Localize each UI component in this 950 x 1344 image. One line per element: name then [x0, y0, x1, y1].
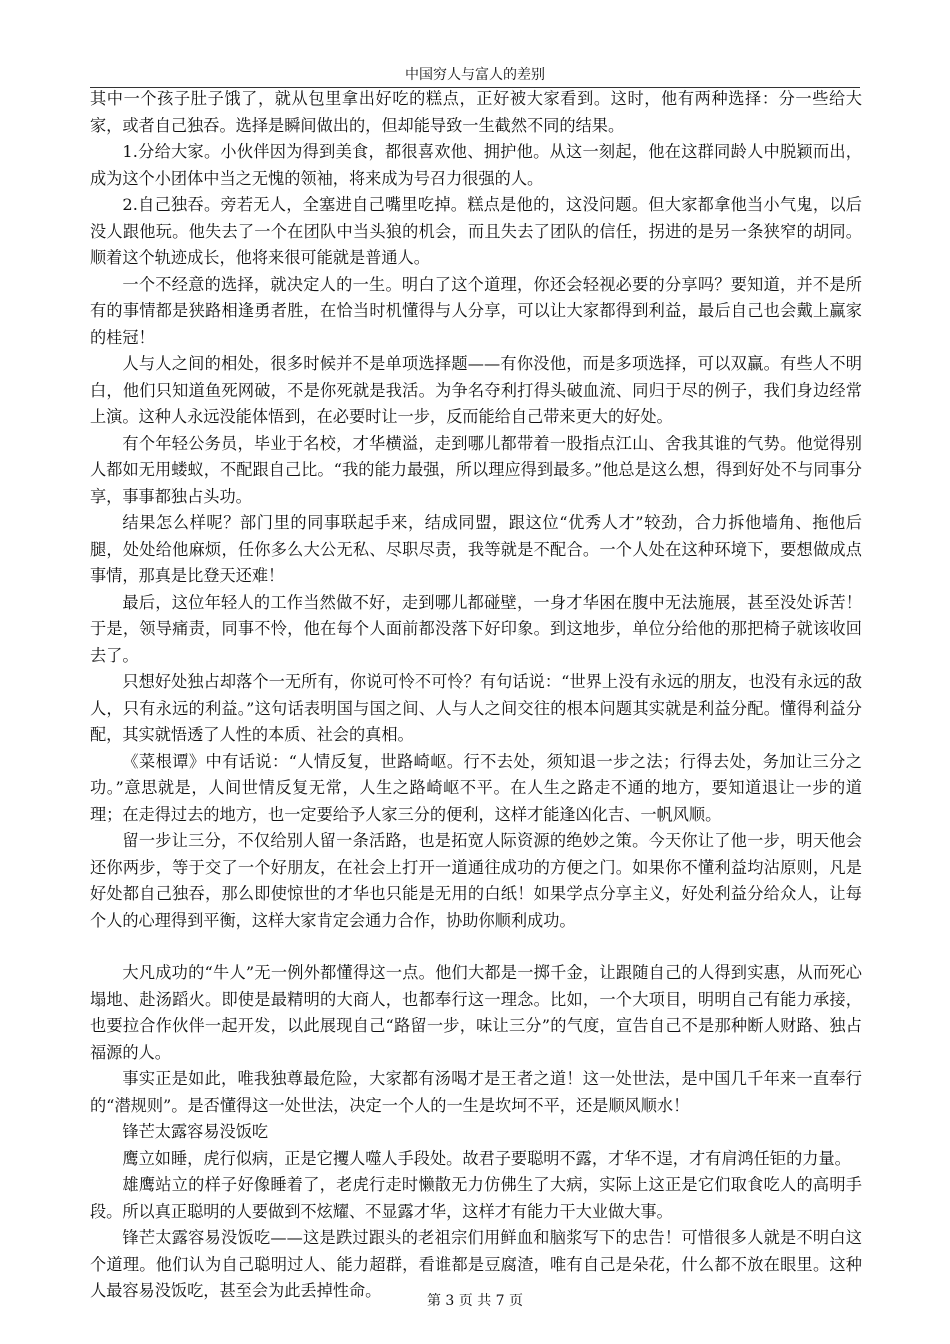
paragraph: 最后，这位年轻人的工作当然做不好，走到哪儿都碰壁，一身才华困在腹中无法施展，甚至没处诉苦！于是，领导痛责，同事不怜，他在每个人面前都没落下好印象。到这地步，单位分给他的那把椅子就该收回去了。	[90, 592, 862, 665]
section-heading: 锋芒太露容易没饭吃	[122, 1122, 269, 1141]
paragraph: 大凡成功的“牛人”无一例外都懂得这一点。他们大都是一掷千金，让跟随自己的人得到实惠，从而死心塌地、赴汤蹈火。即使是最精明的大商人，也都奉行这一理念。比如，一个大项目，明明自己有能力承接，也要拉合作伙伴一起开发，以此展现自己“路留一步，味让三分”的气度，宣告自己不是那种断人财路、独占福源的人。	[90, 963, 862, 1062]
paragraph: 有个年轻公务员，毕业于名校，才华横溢，走到哪儿都带着一股指点江山、舍我其谁的气势。他觉得别人都如无用蝼蚁，不配跟自己比。“我的能力最强，所以理应得到最多。”他总是这么想，得到好处不与同事分享，事事都独占头功。	[90, 433, 862, 506]
paragraph: 留一步让三分，不仅给别人留一条活路，也是拓宽人际资源的绝妙之策。今天你让了他一步，明天他会还你两步，等于交了一个好朋友，在社会上打开一道通往成功的方便之门。如果你不懂利益均沾原则，凡是好处都自己独吞，那么即使惊世的才华也只能是无用的白纸！如果学点分享主义，好处利益分给众人，让每个人的心理得到平衡，这样大家肯定会通力合作，协助你顺利成功。	[90, 831, 862, 930]
paragraph: 其中一个孩子肚子饿了，就从包里拿出好吃的糕点，正好被大家看到。这时，他有两种选择：分一些给大家，或者自己独吞。选择是瞬间做出的，但却能导致一生截然不同的结果。	[90, 89, 862, 135]
paragraph: 只想好处独占却落个一无所有，你说可怜不可怜？有句话说：“世界上没有永远的朋友，也没有永远的敌人，只有永远的利益。”这句话表明国与国之间、人与人之间交往的根本问题其实就是利益分配。懂得利益分配，其实就悟透了人性的本质、社会的真相。	[90, 672, 862, 744]
page-header: 中国穷人与富人的差别	[405, 67, 545, 83]
paragraph: 人与人之间的相处，很多时候并不是单项选择题——有你没他，而是多项选择，可以双赢。有些人不明白，他们只知道鱼死网破，不是你死就是我活。为争名夺利打得头破血流、同归于尽的例子，我们身边经常上演。这种人永远没能体悟到，在必要时让一步，反而能给自己带来更大的好处。	[90, 354, 862, 426]
paragraph: 雄鹰站立的样子好像睡着了，老虎行走时懒散无力仿佛生了大病，实际上这正是它们取食吃人的高明手段。所以真正聪明的人要做到不炫耀、不显露才华，这样才有能力干大业做大事。	[90, 1175, 862, 1221]
blank-line	[90, 934, 862, 960]
paragraph: 结果怎么样呢？部门里的同事联起手来，结成同盟，跟这位“优秀人才”较劲，合力拆他墙角、拖他后腿，处处给他麻烦，任你多么大公无私、尽职尽责，我等就是不配合。一个人处在这种环境下，要想做成点事情，那真是比登天还难！	[90, 513, 862, 585]
document-body	[90, 86, 862, 1305]
page-footer: 第 3 页 共 7 页	[426, 1293, 524, 1309]
paragraph: 1.分给大家。小伙伴因为得到美食，都很喜欢他、拥护他。从这一刻起，他在这群同龄人中脱颖而出，成为这个小团体中当之无愧的领袖，将来成为号召力很强的人。	[90, 142, 862, 188]
paragraph: 鹰立如睡，虎行似病，正是它攫人噬人手段处。故君子要聪明不露，才华不逞，才有肩鸿任钜的力量。	[122, 1148, 851, 1168]
paragraph: 2.自己独吞。旁若无人，全塞进自己嘴里吃掉。糕点是他的，这没问题。但大家都拿他当小气鬼，以后没人跟他玩。他失去了一个在团队中当头狼的机会，而且失去了团队的信任，拐进的是另一条狭窄的胡同。顺着这个轨迹成长，他将来很可能就是普通人。	[90, 195, 862, 267]
paragraph: 事实正是如此，唯我独尊最危险，大家都有汤喝才是王者之道！这一处世法，是中国几千年来一直奉行的“潜规则”。是否懂得这一处世法，决定一个人的一生是坎坷不平，还是顺风顺水！	[90, 1069, 862, 1115]
paragraph: 锋芒太露容易没饭吃——这是跌过跟头的老祖宗们用鲜血和脑浆写下的忠告！可惜很多人就是不明白这个道理。他们认为自己聪明过人、能力超群，看谁都是豆腐渣，唯有自己是朵花，什么都不放在眼里。这种人最容易没饭吃，甚至会为此丢掉性命。	[90, 1228, 862, 1300]
paragraph: 《菜根谭》中有话说：“人情反复，世路崎岖。行不去处，须知退一步之法；行得去处，务加让三分之功。”意思就是，人间世情反复无常，人生之路崎岖不平。在人生之路走不通的地方，要知道退让一步的道理；在走得过去的地方，也一定要给予人家三分的便利，这样才能逢凶化吉、一帆风顺。	[90, 751, 862, 824]
paragraph: 一个不经意的选择，就决定人的一生。明白了这个道理，你还会轻视必要的分享吗？要知道，并不是所有的事情都是狭路相逢勇者胜，在恰当时机懂得与人分享，可以让大家都得到利益，最后自己也会戴上赢家的桂冠！	[90, 274, 862, 347]
